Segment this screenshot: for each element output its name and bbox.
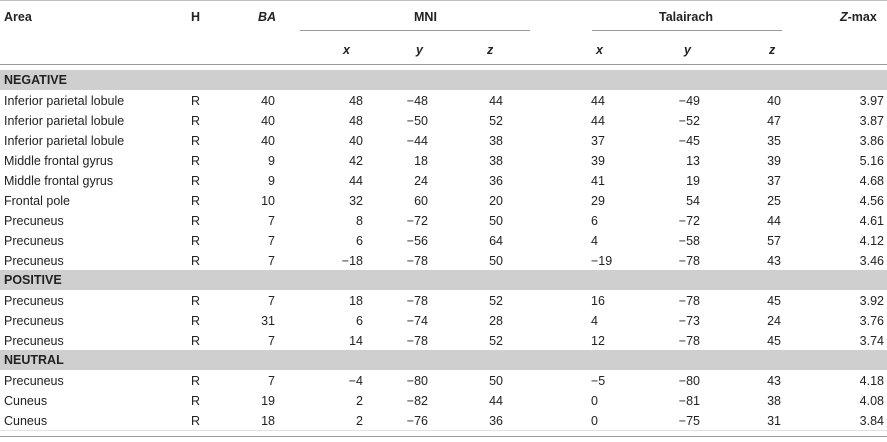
cell-tal-y: −81 [678, 394, 700, 408]
cell-ba: 40 [261, 94, 275, 108]
cell-mni-x: −4 [348, 374, 363, 388]
cell-hemisphere: R [191, 234, 201, 248]
header-tal-x: x [596, 43, 603, 57]
cell-tal-y: −49 [678, 94, 700, 108]
cell-tal-z: 38 [767, 394, 781, 408]
cell-tal-y: −78 [678, 294, 700, 308]
cell-hemisphere: R [191, 414, 201, 428]
cell-ba: 7 [268, 254, 275, 268]
cell-hemisphere: R [191, 194, 201, 208]
cell-area: Cuneus [4, 394, 48, 408]
cell-tal-y: −80 [678, 374, 700, 388]
cell-tal-y: 19 [686, 174, 700, 188]
section-header-positive [0, 270, 887, 290]
cell-area: Cuneus [4, 414, 48, 428]
cell-mni-x: 48 [349, 114, 363, 128]
cell-mni-y: 24 [414, 174, 428, 188]
cell-area: Middle frontal gyrus [4, 174, 114, 188]
header-zmax-suffix: -max [847, 10, 877, 24]
header-mni-y: y [416, 43, 423, 57]
cell-hemisphere: R [191, 314, 201, 328]
header-area: Area [4, 10, 32, 24]
cell-mni-y: −48 [406, 94, 428, 108]
cell-tal-x: 39 [591, 154, 605, 168]
cell-tal-y: −45 [678, 134, 700, 148]
cell-mni-z: 20 [489, 194, 503, 208]
cell-tal-z: 24 [767, 314, 781, 328]
cell-tal-x: 44 [591, 114, 605, 128]
cell-tal-x: 0 [591, 394, 598, 408]
cell-area: Precuneus [4, 334, 64, 348]
cell-ba: 18 [261, 414, 275, 428]
cell-tal-z: 44 [767, 214, 781, 228]
cell-tal-z: 31 [767, 414, 781, 428]
cell-ba: 7 [268, 334, 275, 348]
cell-zmax: 4.18 [859, 374, 884, 388]
cell-mni-z: 28 [489, 314, 503, 328]
header-zmax [840, 10, 877, 24]
cell-hemisphere: R [191, 134, 201, 148]
cell-mni-y: 60 [414, 194, 428, 208]
cell-area: Precuneus [4, 254, 64, 268]
cell-mni-x: 6 [356, 314, 363, 328]
cell-zmax: 4.68 [859, 174, 884, 188]
cell-zmax: 3.87 [859, 114, 884, 128]
cell-tal-z: 45 [767, 334, 781, 348]
section-label: NEUTRAL [4, 353, 64, 367]
cell-tal-z: 25 [767, 194, 781, 208]
table-top-rule [0, 0, 887, 1]
cell-area: Precuneus [4, 314, 64, 328]
cell-tal-x: −5 [591, 374, 606, 388]
cell-zmax: 3.74 [859, 334, 884, 348]
header-mni: MNI [414, 10, 437, 24]
header-brodmann-area: BA [258, 10, 277, 24]
cell-zmax: 3.92 [859, 294, 884, 308]
cell-mni-z: 36 [489, 174, 503, 188]
header-tal-y: y [684, 43, 691, 57]
cell-tal-y: −52 [678, 114, 700, 128]
cell-tal-z: 37 [767, 174, 781, 188]
cell-tal-x: 37 [591, 134, 605, 148]
cell-mni-z: 38 [489, 134, 503, 148]
cell-mni-y: −56 [406, 234, 428, 248]
cell-mni-y: −80 [406, 374, 428, 388]
cell-ba: 40 [261, 114, 275, 128]
mni-group-rule [300, 30, 530, 31]
cell-tal-x: −19 [591, 254, 613, 268]
cell-hemisphere: R [191, 374, 201, 388]
cell-tal-z: 35 [767, 134, 781, 148]
header-mni-x: x [343, 43, 350, 57]
cell-mni-z: 64 [489, 234, 503, 248]
cell-ba: 7 [268, 294, 275, 308]
cell-tal-z: 57 [767, 234, 781, 248]
cell-mni-x: −18 [341, 254, 363, 268]
header-bottom-rule [0, 64, 887, 65]
cell-hemisphere: R [191, 174, 201, 188]
cell-mni-z: 50 [489, 214, 503, 228]
header-talairach: Talairach [659, 10, 713, 24]
cell-zmax: 4.56 [859, 194, 884, 208]
cell-mni-z: 38 [489, 154, 503, 168]
cell-mni-z: 50 [489, 374, 503, 388]
cell-hemisphere: R [191, 114, 201, 128]
cell-tal-z: 47 [767, 114, 781, 128]
cell-area: Inferior parietal lobule [4, 114, 125, 128]
cell-mni-z: 52 [489, 114, 503, 128]
talairach-group-rule [592, 30, 782, 31]
header-zmax-z: Z [840, 10, 848, 24]
cell-area: Precuneus [4, 234, 64, 248]
cell-hemisphere: R [191, 94, 201, 108]
cell-area: Precuneus [4, 214, 64, 228]
cell-tal-z: 45 [767, 294, 781, 308]
cell-tal-y: −58 [678, 234, 700, 248]
cell-mni-x: 6 [356, 234, 363, 248]
cell-zmax: 4.08 [859, 394, 884, 408]
cell-mni-z: 50 [489, 254, 503, 268]
cell-tal-x: 44 [591, 94, 605, 108]
cell-tal-x: 29 [591, 194, 605, 208]
section-label: POSITIVE [4, 273, 62, 287]
cell-ba: 10 [261, 194, 275, 208]
cell-zmax: 3.76 [859, 314, 884, 328]
header-hemisphere: H [191, 10, 201, 24]
cell-tal-x: 41 [591, 174, 605, 188]
cell-ba: 7 [268, 214, 275, 228]
cell-mni-x: 48 [349, 94, 363, 108]
cell-ba: 19 [261, 394, 275, 408]
cell-zmax: 3.46 [859, 254, 884, 268]
header-tal-z: z [769, 43, 776, 57]
cell-zmax: 5.16 [859, 154, 884, 168]
cell-area: Precuneus [4, 294, 64, 308]
cell-area: Frontal pole [4, 194, 71, 208]
cell-zmax: 4.12 [859, 234, 884, 248]
cell-mni-z: 52 [489, 294, 503, 308]
cell-hemisphere: R [191, 394, 201, 408]
cell-tal-x: 6 [591, 214, 598, 228]
cell-area: Precuneus [4, 374, 64, 388]
cell-mni-x: 2 [356, 394, 363, 408]
cell-ba: 7 [268, 374, 275, 388]
cell-ba: 9 [268, 174, 275, 188]
section-header-negative [0, 70, 887, 90]
cell-zmax: 3.86 [859, 134, 884, 148]
cell-hemisphere: R [191, 214, 201, 228]
cell-mni-y: −50 [406, 114, 428, 128]
cell-mni-x: 40 [349, 134, 363, 148]
cell-ba: 7 [268, 234, 275, 248]
section-label: NEGATIVE [4, 73, 67, 87]
cell-tal-y: 54 [686, 194, 700, 208]
cell-tal-z: 40 [767, 94, 781, 108]
cell-tal-y: −72 [678, 214, 700, 228]
cell-tal-x: 4 [591, 234, 598, 248]
cell-tal-z: 43 [767, 374, 781, 388]
cell-hemisphere: R [191, 154, 201, 168]
cell-mni-y: −74 [406, 314, 428, 328]
cell-mni-x: 42 [349, 154, 363, 168]
cell-tal-x: 12 [591, 334, 605, 348]
header-mni-z: z [487, 43, 494, 57]
cell-hemisphere: R [191, 294, 201, 308]
cell-tal-x: 16 [591, 294, 605, 308]
cell-mni-z: 52 [489, 334, 503, 348]
cell-mni-y: −76 [406, 414, 428, 428]
cell-tal-z: 39 [767, 154, 781, 168]
cell-mni-x: 44 [349, 174, 363, 188]
cell-mni-z: 44 [489, 94, 503, 108]
cell-zmax: 3.84 [859, 414, 884, 428]
cell-mni-x: 18 [349, 294, 363, 308]
cell-mni-y: −82 [406, 394, 428, 408]
cell-mni-x: 8 [356, 214, 363, 228]
cell-zmax: 3.97 [859, 94, 884, 108]
cell-tal-y: −78 [678, 254, 700, 268]
cell-tal-y: −75 [678, 414, 700, 428]
cell-area: Inferior parietal lobule [4, 134, 125, 148]
section-header-neutral [0, 350, 887, 370]
cell-zmax: 4.61 [859, 214, 884, 228]
cell-hemisphere: R [191, 254, 201, 268]
cell-ba: 31 [261, 314, 275, 328]
cell-mni-y: −78 [406, 254, 428, 268]
cell-ba: 40 [261, 134, 275, 148]
cell-mni-z: 36 [489, 414, 503, 428]
cell-mni-z: 44 [489, 394, 503, 408]
section-divider [0, 430, 887, 431]
cell-area: Inferior parietal lobule [4, 94, 125, 108]
cell-hemisphere: R [191, 334, 201, 348]
cell-mni-y: −72 [406, 214, 428, 228]
cell-mni-x: 14 [349, 334, 363, 348]
cell-mni-x: 32 [349, 194, 363, 208]
cell-mni-y: −44 [406, 134, 428, 148]
cell-tal-y: −78 [678, 334, 700, 348]
cell-mni-y: −78 [406, 294, 428, 308]
cell-area: Middle frontal gyrus [4, 154, 114, 168]
cell-tal-z: 43 [767, 254, 781, 268]
cell-tal-x: 0 [591, 414, 598, 428]
cell-tal-y: 13 [686, 154, 700, 168]
cell-mni-x: 2 [356, 414, 363, 428]
cell-tal-y: −73 [678, 314, 700, 328]
cell-mni-y: 18 [414, 154, 428, 168]
table-bottom-rule [0, 436, 887, 437]
cell-tal-x: 4 [591, 314, 598, 328]
cell-ba: 9 [268, 154, 275, 168]
cell-mni-y: −78 [406, 334, 428, 348]
